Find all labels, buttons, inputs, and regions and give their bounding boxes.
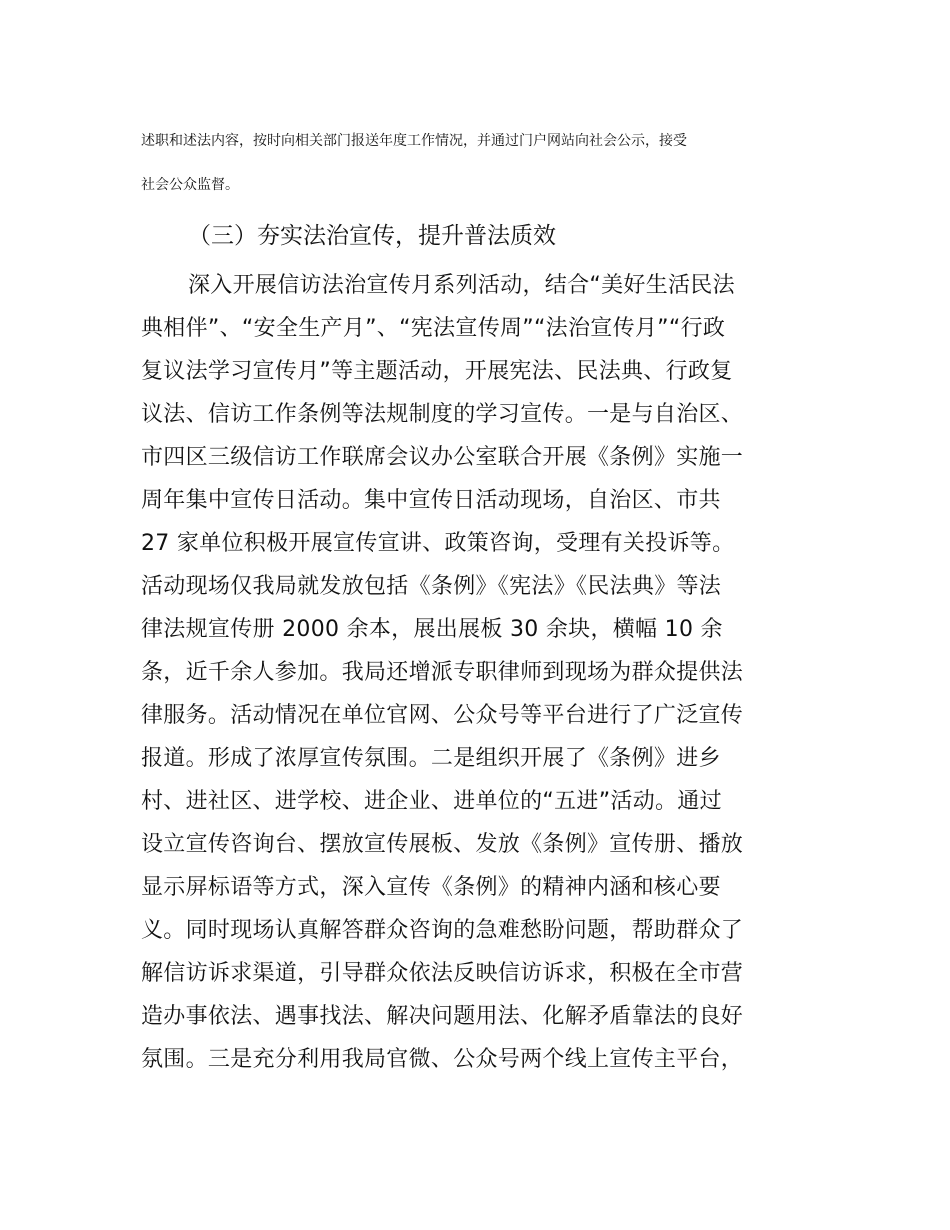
paragraph-line-6: 周年集中宣传日活动。集中宣传日活动现场，自治区、市共 [141,488,721,513]
paragraph-line-11: 律服务。活动情况在单位官网、公众号等平台进行了广泛宣传 [141,703,744,728]
paragraph-line-14: 设立宣传咨询台、摆放宣传展板、发放《条例》宣传册、播放 [141,832,744,857]
paragraph-line-8: 活动现场仅我局就发放包括《条例》《宪法》《民法典》等法 [141,574,722,599]
paragraph-line-13: 村、进社区、进学校、进企业、进单位的“五进”活动。通过 [141,789,722,814]
paragraph-line-10: 条，近千余人参加。我局还增派专职律师到现场为群众提供法 [141,660,744,685]
paragraph-line-1: 深入开展信访法治宣传月系列活动，结合“美好生活民法 [188,273,735,298]
paragraph-line-3: 复议法学习宣传月”等主题活动，开展宪法、民法典、行政复 [141,359,733,384]
paragraph-line-18: 造办事依法、遇事找法、解决问题用法、化解矛盾靠法的良好 [141,1004,744,1029]
intro-line-2: 社会公众监督。 [141,177,239,193]
paragraph-line-9: 律法规宣传册 2000 余本，展出展板 30 余块，横幅 10 余 [141,617,723,642]
paragraph-line-7: 27 家单位积极开展宣传宣讲、政策咨询，受理有关投诉等。 [141,531,735,556]
paragraph-line-2: 典相伴”、“安全生产月”、“宪法宣传周”“法治宣传月”“行政 [141,316,726,341]
paragraph-line-17: 解信访诉求渠道，引导群众依法反映信访诉求，积极在全市营 [141,961,744,986]
paragraph-line-5: 市四区三级信访工作联席会议办公室联合开展《条例》实施一 [141,445,744,470]
paragraph-line-12: 报道。形成了浓厚宣传氛围。二是组织开展了《条例》进乡 [141,746,721,771]
paragraph-line-15: 显示屏标语等方式，深入宣传《条例》的精神内涵和核心要 [141,875,721,900]
paragraph-line-19: 氛围。三是充分利用我局官微、公众号两个线上宣传主平台， [141,1047,744,1072]
section-heading: （三）夯实法治宣传，提升普法质效 [188,223,556,249]
paragraph-line-4: 议法、信访工作条例等法规制度的学习宣传。一是与自治区、 [141,402,744,427]
paragraph-line-16: 义。同时现场认真解答群众咨询的急难愁盼问题，帮助群众了 [141,918,744,943]
intro-line-1: 述职和述法内容，按时向相关部门报送年度工作情况，并通过门户网站向社会公示，接受 [141,133,687,149]
